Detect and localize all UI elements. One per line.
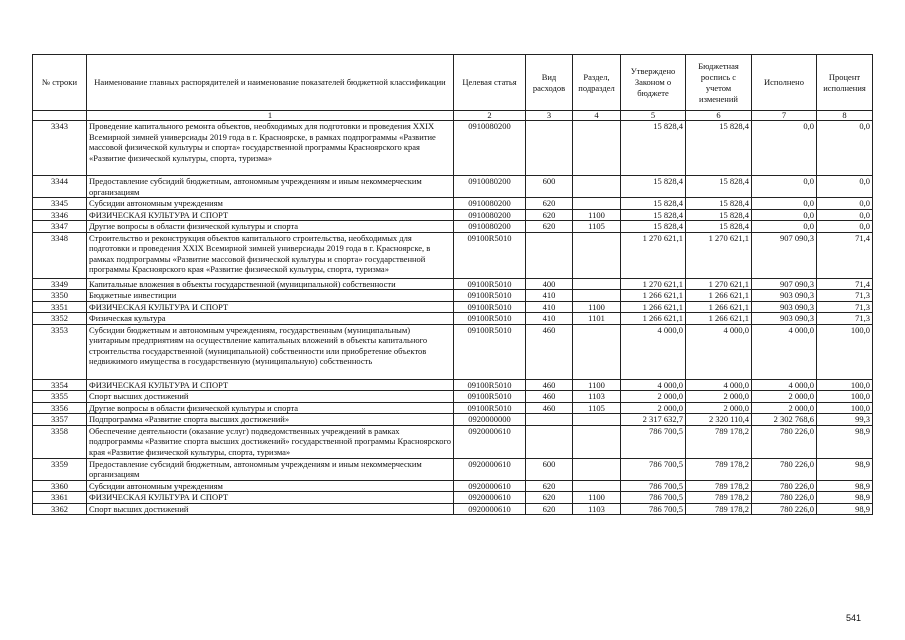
execution-percent: 98,9 bbox=[817, 492, 873, 504]
table-row bbox=[33, 391, 873, 403]
approved-amount: 15 828,4 bbox=[621, 198, 686, 210]
expense-type bbox=[526, 121, 573, 176]
row-number: 3351 bbox=[33, 301, 87, 313]
table-row bbox=[33, 232, 873, 278]
expense-type: 620 bbox=[526, 209, 573, 221]
indicator-name: ФИЗИЧЕСКАЯ КУЛЬТУРА И СПОРТ bbox=[87, 209, 454, 221]
execution-percent: 100,0 bbox=[817, 379, 873, 391]
page-number: 541 bbox=[846, 613, 862, 623]
indicator-name: Субсидии автономным учреждениям bbox=[87, 480, 454, 492]
approved-amount: 786 700,5 bbox=[621, 480, 686, 492]
approved-amount: 15 828,4 bbox=[621, 176, 686, 198]
section-code: 1100 bbox=[573, 301, 621, 313]
table-row bbox=[33, 425, 873, 458]
budget-schedule-amount: 15 828,4 bbox=[686, 221, 752, 233]
target-article: 09100R5010 bbox=[454, 324, 526, 379]
target-article: 0920000000 bbox=[454, 414, 526, 426]
target-article: 0920000610 bbox=[454, 425, 526, 458]
column-number: 1 bbox=[87, 111, 454, 121]
budget-schedule-amount: 1 266 621,1 bbox=[686, 301, 752, 313]
section-code bbox=[573, 324, 621, 379]
executed-amount: 2 000,0 bbox=[752, 391, 817, 403]
expense-type: 410 bbox=[526, 313, 573, 325]
indicator-name: ФИЗИЧЕСКАЯ КУЛЬТУРА И СПОРТ bbox=[87, 492, 454, 504]
section-code bbox=[573, 121, 621, 176]
indicator-name: Другие вопросы в области физической культуры и спорта bbox=[87, 221, 454, 233]
executed-amount: 0,0 bbox=[752, 198, 817, 210]
indicator-name: Обеспечение деятельности (оказание услуг) подведомственных учреждений в рамках подпрограммы «Развитие спорта высших достижений» государственной программы Красноярского края «Развитие физической культуры, спорта, туризма» bbox=[87, 425, 454, 458]
section-code: 1103 bbox=[573, 503, 621, 515]
execution-percent: 99,3 bbox=[817, 414, 873, 426]
indicator-name: Спорт высших достижений bbox=[87, 391, 454, 403]
row-number: 3358 bbox=[33, 425, 87, 458]
approved-amount: 786 700,5 bbox=[621, 458, 686, 480]
expense-type: 620 bbox=[526, 492, 573, 504]
expense-type: 620 bbox=[526, 480, 573, 492]
section-code bbox=[573, 414, 621, 426]
header-expense-type: Вид расходов bbox=[526, 55, 573, 111]
executed-amount: 903 090,3 bbox=[752, 313, 817, 325]
indicator-name: Проведение капитального ремонта объектов, необходимых для подготовки и проведения XXIX Всемирной зимней универсиады 2019 года в г. Красноярске, в рамках подпрограммы «Развитие массовой физической культуры и спорта» государственной программы Красноярского края «Развитие физической культуры, спорта, туризма» bbox=[87, 121, 454, 176]
column-number: 3 bbox=[526, 111, 573, 121]
budget-schedule-amount: 1 270 621,1 bbox=[686, 278, 752, 290]
column-number: 4 bbox=[573, 111, 621, 121]
approved-amount: 1 266 621,1 bbox=[621, 313, 686, 325]
column-number-row bbox=[33, 111, 873, 121]
row-number: 3357 bbox=[33, 414, 87, 426]
execution-percent: 0,0 bbox=[817, 209, 873, 221]
column-number: 5 bbox=[621, 111, 686, 121]
indicator-name: Субсидии автономным учреждениям bbox=[87, 198, 454, 210]
table-row bbox=[33, 278, 873, 290]
execution-percent: 0,0 bbox=[817, 198, 873, 210]
budget-schedule-amount: 1 266 621,1 bbox=[686, 290, 752, 302]
row-number: 3360 bbox=[33, 480, 87, 492]
target-article: 0910080200 bbox=[454, 209, 526, 221]
budget-schedule-amount: 1 270 621,1 bbox=[686, 232, 752, 278]
executed-amount: 0,0 bbox=[752, 209, 817, 221]
row-number: 3355 bbox=[33, 391, 87, 403]
target-article: 0910080200 bbox=[454, 198, 526, 210]
table-row bbox=[33, 503, 873, 515]
section-code bbox=[573, 176, 621, 198]
header-row-number: № строки bbox=[33, 55, 87, 111]
expense-type: 620 bbox=[526, 503, 573, 515]
target-article: 0910080200 bbox=[454, 176, 526, 198]
row-number: 3344 bbox=[33, 176, 87, 198]
target-article: 09100R5010 bbox=[454, 402, 526, 414]
table-row bbox=[33, 301, 873, 313]
budget-schedule-amount: 789 178,2 bbox=[686, 425, 752, 458]
section-code: 1101 bbox=[573, 313, 621, 325]
indicator-name: Физическая культура bbox=[87, 313, 454, 325]
row-number: 3345 bbox=[33, 198, 87, 210]
execution-percent: 71,4 bbox=[817, 278, 873, 290]
section-code: 1105 bbox=[573, 402, 621, 414]
executed-amount: 780 226,0 bbox=[752, 492, 817, 504]
approved-amount: 1 270 621,1 bbox=[621, 232, 686, 278]
row-number: 3352 bbox=[33, 313, 87, 325]
expense-type: 600 bbox=[526, 458, 573, 480]
execution-percent: 100,0 bbox=[817, 324, 873, 379]
target-article: 09100R5010 bbox=[454, 301, 526, 313]
table-row bbox=[33, 324, 873, 379]
section-code bbox=[573, 480, 621, 492]
table-row bbox=[33, 402, 873, 414]
budget-schedule-amount: 2 000,0 bbox=[686, 402, 752, 414]
approved-amount: 15 828,4 bbox=[621, 209, 686, 221]
approved-amount: 15 828,4 bbox=[621, 221, 686, 233]
budget-schedule-amount: 789 178,2 bbox=[686, 503, 752, 515]
indicator-name: Предоставление субсидий бюджетным, автономным учреждениям и иным некоммерческим организациям bbox=[87, 458, 454, 480]
indicator-name: Капитальные вложения в объекты государственной (муниципальной) собственности bbox=[87, 278, 454, 290]
header-budget-schedule: Бюджетная роспись с учетом изменений bbox=[686, 55, 752, 111]
target-article: 0920000610 bbox=[454, 458, 526, 480]
executed-amount: 0,0 bbox=[752, 121, 817, 176]
target-article: 09100R5010 bbox=[454, 313, 526, 325]
executed-amount: 780 226,0 bbox=[752, 458, 817, 480]
executed-amount: 0,0 bbox=[752, 176, 817, 198]
execution-percent: 71,3 bbox=[817, 290, 873, 302]
execution-percent: 71,3 bbox=[817, 313, 873, 325]
execution-percent: 98,9 bbox=[817, 480, 873, 492]
indicator-name: Подпрограмма «Развитие спорта высших достижений» bbox=[87, 414, 454, 426]
execution-percent: 0,0 bbox=[817, 121, 873, 176]
execution-percent: 100,0 bbox=[817, 402, 873, 414]
row-number: 3359 bbox=[33, 458, 87, 480]
approved-amount: 4 000,0 bbox=[621, 379, 686, 391]
section-code: 1105 bbox=[573, 221, 621, 233]
column-number: 6 bbox=[686, 111, 752, 121]
approved-amount: 1 266 621,1 bbox=[621, 301, 686, 313]
row-number: 3356 bbox=[33, 402, 87, 414]
section-code: 1100 bbox=[573, 209, 621, 221]
expense-type bbox=[526, 425, 573, 458]
section-code: 1100 bbox=[573, 492, 621, 504]
approved-amount: 2 000,0 bbox=[621, 402, 686, 414]
budget-schedule-amount: 789 178,2 bbox=[686, 458, 752, 480]
header-name: Наименование главных распорядителей и наименование показателей бюджетной классификации bbox=[87, 55, 454, 111]
table-row bbox=[33, 480, 873, 492]
budget-schedule-amount: 2 000,0 bbox=[686, 391, 752, 403]
target-article: 09100R5010 bbox=[454, 290, 526, 302]
table-row bbox=[33, 121, 873, 176]
approved-amount: 1 270 621,1 bbox=[621, 278, 686, 290]
row-number: 3362 bbox=[33, 503, 87, 515]
budget-schedule-amount: 15 828,4 bbox=[686, 198, 752, 210]
budget-schedule-amount: 15 828,4 bbox=[686, 176, 752, 198]
table-row bbox=[33, 176, 873, 198]
target-article: 09100R5010 bbox=[454, 232, 526, 278]
target-article: 0920000610 bbox=[454, 503, 526, 515]
execution-percent: 0,0 bbox=[817, 221, 873, 233]
column-number: 7 bbox=[752, 111, 817, 121]
executed-amount: 903 090,3 bbox=[752, 301, 817, 313]
budget-schedule-amount: 4 000,0 bbox=[686, 379, 752, 391]
target-article: 0910080200 bbox=[454, 221, 526, 233]
section-code bbox=[573, 278, 621, 290]
target-article: 09100R5010 bbox=[454, 379, 526, 391]
row-number: 3347 bbox=[33, 221, 87, 233]
expense-type: 460 bbox=[526, 379, 573, 391]
target-article: 0920000610 bbox=[454, 480, 526, 492]
executed-amount: 4 000,0 bbox=[752, 379, 817, 391]
indicator-name: Предоставление субсидий бюджетным, автономным учреждениям и иным некоммерческим организациям bbox=[87, 176, 454, 198]
approved-amount: 2 000,0 bbox=[621, 391, 686, 403]
indicator-name: Строительство и реконструкция объектов капитального строительства, необходимых для подготовки и проведения XXIX Всемирной зимней универсиады 2019 года в г. Красноярске, в рамках подпрограммы «Развитие массовой физической культуры и спорта» государственной программы Красноярского края «Развитие физической культуры, спорта, туризма» bbox=[87, 232, 454, 278]
section-code bbox=[573, 232, 621, 278]
indicator-name: Другие вопросы в области физической культуры и спорта bbox=[87, 402, 454, 414]
header-percent: Процент исполнения bbox=[817, 55, 873, 111]
budget-schedule-amount: 1 266 621,1 bbox=[686, 313, 752, 325]
column-number: 2 bbox=[454, 111, 526, 121]
section-code bbox=[573, 458, 621, 480]
table-row bbox=[33, 290, 873, 302]
approved-amount: 15 828,4 bbox=[621, 121, 686, 176]
approved-amount: 4 000,0 bbox=[621, 324, 686, 379]
budget-schedule-amount: 15 828,4 bbox=[686, 121, 752, 176]
table-row bbox=[33, 458, 873, 480]
executed-amount: 4 000,0 bbox=[752, 324, 817, 379]
section-code bbox=[573, 198, 621, 210]
execution-percent: 0,0 bbox=[817, 176, 873, 198]
budget-schedule-amount: 789 178,2 bbox=[686, 492, 752, 504]
section-code: 1103 bbox=[573, 391, 621, 403]
expense-type: 410 bbox=[526, 290, 573, 302]
budget-report-sheet bbox=[32, 54, 873, 515]
table-row bbox=[33, 379, 873, 391]
section-code bbox=[573, 290, 621, 302]
executed-amount: 2 000,0 bbox=[752, 402, 817, 414]
table-row bbox=[33, 492, 873, 504]
expense-type: 410 bbox=[526, 301, 573, 313]
execution-percent: 71,4 bbox=[817, 232, 873, 278]
expense-type: 400 bbox=[526, 278, 573, 290]
approved-amount: 1 266 621,1 bbox=[621, 290, 686, 302]
row-number: 3343 bbox=[33, 121, 87, 176]
expense-type: 620 bbox=[526, 198, 573, 210]
indicator-name: ФИЗИЧЕСКАЯ КУЛЬТУРА И СПОРТ bbox=[87, 379, 454, 391]
execution-percent: 98,9 bbox=[817, 458, 873, 480]
header-section: Раздел, подраздел bbox=[573, 55, 621, 111]
executed-amount: 907 090,3 bbox=[752, 278, 817, 290]
row-number: 3361 bbox=[33, 492, 87, 504]
execution-percent: 100,0 bbox=[817, 391, 873, 403]
executed-amount: 2 302 768,6 bbox=[752, 414, 817, 426]
header-row bbox=[33, 55, 873, 111]
row-number: 3354 bbox=[33, 379, 87, 391]
indicator-name: Субсидии бюджетным и автономным учреждениям, государственным (муниципальным) унитарным предприятиям на осуществление капитальных вложений в объекты капитального строительства государственной (муниципальной) собственности или приобретение объектов недвижимого имущества в государственную (муниципальную) собственность bbox=[87, 324, 454, 379]
table-row bbox=[33, 414, 873, 426]
table-row bbox=[33, 221, 873, 233]
approved-amount: 786 700,5 bbox=[621, 492, 686, 504]
indicator-name: Бюджетные инвестиции bbox=[87, 290, 454, 302]
budget-schedule-amount: 4 000,0 bbox=[686, 324, 752, 379]
executed-amount: 780 226,0 bbox=[752, 425, 817, 458]
executed-amount: 780 226,0 bbox=[752, 503, 817, 515]
expense-type: 460 bbox=[526, 391, 573, 403]
budget-schedule-amount: 2 320 110,4 bbox=[686, 414, 752, 426]
section-code: 1100 bbox=[573, 379, 621, 391]
executed-amount: 903 090,3 bbox=[752, 290, 817, 302]
expense-type: 600 bbox=[526, 176, 573, 198]
row-number: 3350 bbox=[33, 290, 87, 302]
target-article: 0910080200 bbox=[454, 121, 526, 176]
expense-type bbox=[526, 414, 573, 426]
approved-amount: 2 317 632,7 bbox=[621, 414, 686, 426]
expense-type bbox=[526, 232, 573, 278]
execution-percent: 71,3 bbox=[817, 301, 873, 313]
table-row bbox=[33, 313, 873, 325]
budget-schedule-amount: 15 828,4 bbox=[686, 209, 752, 221]
target-article: 09100R5010 bbox=[454, 278, 526, 290]
execution-percent: 98,9 bbox=[817, 425, 873, 458]
approved-amount: 786 700,5 bbox=[621, 425, 686, 458]
section-code bbox=[573, 425, 621, 458]
executed-amount: 907 090,3 bbox=[752, 232, 817, 278]
table-row bbox=[33, 198, 873, 210]
indicator-name: Спорт высших достижений bbox=[87, 503, 454, 515]
expense-type: 460 bbox=[526, 402, 573, 414]
row-number: 3346 bbox=[33, 209, 87, 221]
target-article: 09100R5010 bbox=[454, 391, 526, 403]
executed-amount: 0,0 bbox=[752, 221, 817, 233]
indicator-name: ФИЗИЧЕСКАЯ КУЛЬТУРА И СПОРТ bbox=[87, 301, 454, 313]
execution-percent: 98,9 bbox=[817, 503, 873, 515]
table-body bbox=[33, 121, 873, 515]
row-number: 3353 bbox=[33, 324, 87, 379]
row-number: 3348 bbox=[33, 232, 87, 278]
column-number bbox=[33, 111, 87, 121]
table-row bbox=[33, 209, 873, 221]
executed-amount: 780 226,0 bbox=[752, 480, 817, 492]
header-target-article: Целевая статья bbox=[454, 55, 526, 111]
budget-table bbox=[32, 54, 873, 515]
row-number: 3349 bbox=[33, 278, 87, 290]
expense-type: 460 bbox=[526, 324, 573, 379]
approved-amount: 786 700,5 bbox=[621, 503, 686, 515]
budget-schedule-amount: 789 178,2 bbox=[686, 480, 752, 492]
expense-type: 620 bbox=[526, 221, 573, 233]
header-executed: Исполнено bbox=[752, 55, 817, 111]
header-approved: Утверждено Законом о бюджете bbox=[621, 55, 686, 111]
column-number: 8 bbox=[817, 111, 873, 121]
target-article: 0920000610 bbox=[454, 492, 526, 504]
